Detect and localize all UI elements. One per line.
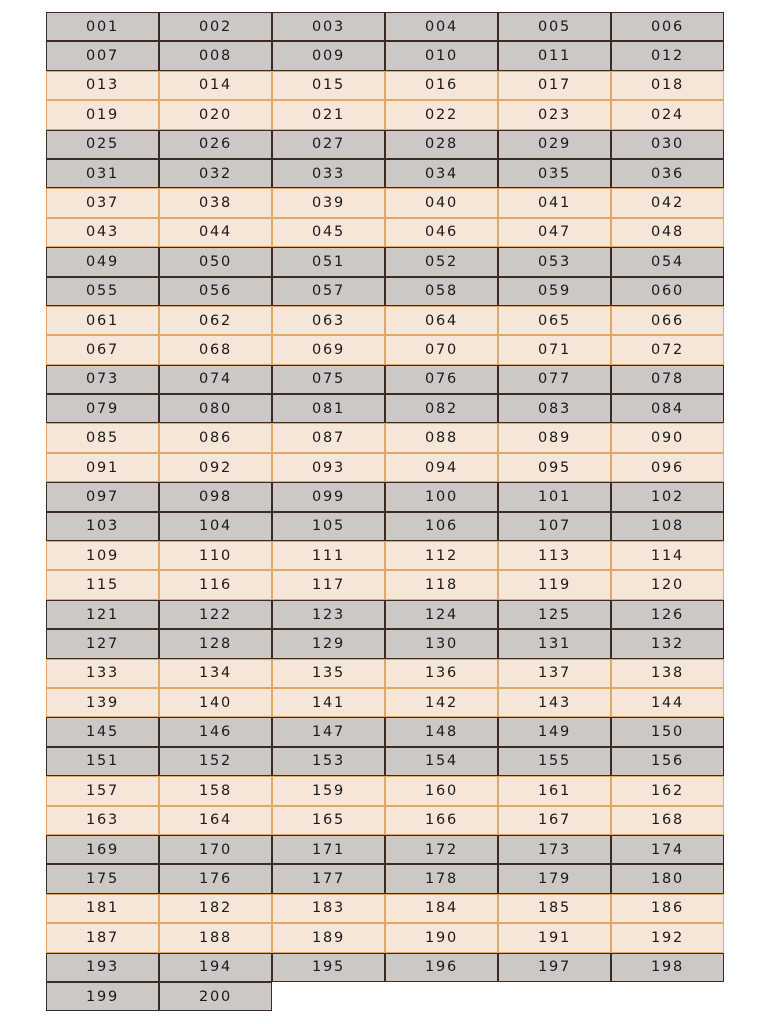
number-cell: 101 bbox=[498, 482, 611, 511]
grid-row bbox=[46, 570, 724, 599]
number-cell: 007 bbox=[46, 41, 159, 70]
grid-row bbox=[46, 953, 724, 982]
number-cell: 082 bbox=[385, 394, 498, 423]
number-cell: 178 bbox=[385, 864, 498, 893]
number-cell: 131 bbox=[498, 629, 611, 658]
number-cell: 045 bbox=[272, 218, 385, 247]
number-cell: 094 bbox=[385, 453, 498, 482]
number-cell: 019 bbox=[46, 100, 159, 129]
number-cell: 191 bbox=[498, 923, 611, 952]
number-cell: 150 bbox=[611, 717, 724, 746]
grid-row bbox=[46, 864, 724, 893]
number-cell: 069 bbox=[272, 335, 385, 364]
number-cell: 189 bbox=[272, 923, 385, 952]
number-cell: 161 bbox=[498, 776, 611, 805]
number-cell: 102 bbox=[611, 482, 724, 511]
grid-row bbox=[46, 982, 724, 1011]
number-cell: 170 bbox=[159, 835, 272, 864]
number-cell: 022 bbox=[385, 100, 498, 129]
number-cell: 185 bbox=[498, 894, 611, 923]
number-cell: 175 bbox=[46, 864, 159, 893]
number-cell: 042 bbox=[611, 188, 724, 217]
number-cell: 052 bbox=[385, 247, 498, 276]
number-cell: 002 bbox=[159, 12, 272, 41]
number-cell: 074 bbox=[159, 365, 272, 394]
grid-row bbox=[46, 365, 724, 394]
number-cell: 136 bbox=[385, 659, 498, 688]
grid-row bbox=[46, 218, 724, 247]
number-cell: 067 bbox=[46, 335, 159, 364]
number-cell: 113 bbox=[498, 541, 611, 570]
grid-row bbox=[46, 159, 724, 188]
number-cell: 138 bbox=[611, 659, 724, 688]
number-cell: 079 bbox=[46, 394, 159, 423]
grid-row bbox=[46, 188, 724, 217]
number-cell: 184 bbox=[385, 894, 498, 923]
number-cell: 053 bbox=[498, 247, 611, 276]
number-cell: 151 bbox=[46, 747, 159, 776]
number-cell: 160 bbox=[385, 776, 498, 805]
grid-row bbox=[46, 894, 724, 923]
number-cell: 140 bbox=[159, 688, 272, 717]
number-cell: 049 bbox=[46, 247, 159, 276]
number-cell: 034 bbox=[385, 159, 498, 188]
number-cell: 100 bbox=[385, 482, 498, 511]
number-cell: 164 bbox=[159, 806, 272, 835]
number-cell: 068 bbox=[159, 335, 272, 364]
number-cell: 183 bbox=[272, 894, 385, 923]
grid-row bbox=[46, 423, 724, 452]
number-cell: 018 bbox=[611, 71, 724, 100]
number-cell: 047 bbox=[498, 218, 611, 247]
number-cell: 110 bbox=[159, 541, 272, 570]
number-cell: 142 bbox=[385, 688, 498, 717]
number-cell: 080 bbox=[159, 394, 272, 423]
grid-row bbox=[46, 453, 724, 482]
number-cell: 187 bbox=[46, 923, 159, 952]
number-cell: 098 bbox=[159, 482, 272, 511]
number-cell: 124 bbox=[385, 600, 498, 629]
number-cell: 199 bbox=[46, 982, 159, 1011]
number-cell: 016 bbox=[385, 71, 498, 100]
grid-row bbox=[46, 629, 724, 658]
number-cell: 146 bbox=[159, 717, 272, 746]
number-cell: 064 bbox=[385, 306, 498, 335]
number-cell: 121 bbox=[46, 600, 159, 629]
number-cell: 056 bbox=[159, 277, 272, 306]
number-cell: 103 bbox=[46, 512, 159, 541]
number-cell: 062 bbox=[159, 306, 272, 335]
number-cell: 010 bbox=[385, 41, 498, 70]
grid-row bbox=[46, 277, 724, 306]
number-cell: 088 bbox=[385, 423, 498, 452]
number-cell: 020 bbox=[159, 100, 272, 129]
number-cell: 073 bbox=[46, 365, 159, 394]
number-cell: 021 bbox=[272, 100, 385, 129]
number-cell: 192 bbox=[611, 923, 724, 952]
number-cell: 144 bbox=[611, 688, 724, 717]
number-cell: 075 bbox=[272, 365, 385, 394]
number-cell: 001 bbox=[46, 12, 159, 41]
number-cell: 041 bbox=[498, 188, 611, 217]
number-cell: 070 bbox=[385, 335, 498, 364]
number-cell: 028 bbox=[385, 130, 498, 159]
number-cell: 111 bbox=[272, 541, 385, 570]
number-cell: 071 bbox=[498, 335, 611, 364]
number-cell: 157 bbox=[46, 776, 159, 805]
number-cell: 197 bbox=[498, 953, 611, 982]
number-cell: 005 bbox=[498, 12, 611, 41]
number-cell: 186 bbox=[611, 894, 724, 923]
number-cell: 104 bbox=[159, 512, 272, 541]
number-cell: 014 bbox=[159, 71, 272, 100]
number-cell: 050 bbox=[159, 247, 272, 276]
number-cell: 108 bbox=[611, 512, 724, 541]
number-cell: 181 bbox=[46, 894, 159, 923]
grid-row bbox=[46, 541, 724, 570]
number-cell: 004 bbox=[385, 12, 498, 41]
number-cell: 117 bbox=[272, 570, 385, 599]
number-cell: 040 bbox=[385, 188, 498, 217]
number-cell: 196 bbox=[385, 953, 498, 982]
grid-row bbox=[46, 923, 724, 952]
number-cell: 171 bbox=[272, 835, 385, 864]
number-cell: 137 bbox=[498, 659, 611, 688]
number-grid bbox=[46, 12, 724, 1011]
number-cell: 120 bbox=[611, 570, 724, 599]
number-cell: 026 bbox=[159, 130, 272, 159]
number-cell: 032 bbox=[159, 159, 272, 188]
number-cell: 123 bbox=[272, 600, 385, 629]
number-cell: 200 bbox=[159, 982, 272, 1011]
number-cell: 163 bbox=[46, 806, 159, 835]
number-cell: 024 bbox=[611, 100, 724, 129]
number-cell: 046 bbox=[385, 218, 498, 247]
number-cell: 158 bbox=[159, 776, 272, 805]
number-cell: 153 bbox=[272, 747, 385, 776]
number-cell: 059 bbox=[498, 277, 611, 306]
number-cell: 114 bbox=[611, 541, 724, 570]
number-cell: 193 bbox=[46, 953, 159, 982]
number-cell: 090 bbox=[611, 423, 724, 452]
number-cell: 190 bbox=[385, 923, 498, 952]
grid-row bbox=[46, 688, 724, 717]
number-cell: 118 bbox=[385, 570, 498, 599]
number-cell: 006 bbox=[611, 12, 724, 41]
number-cell: 013 bbox=[46, 71, 159, 100]
number-cell: 099 bbox=[272, 482, 385, 511]
number-cell: 169 bbox=[46, 835, 159, 864]
number-cell: 109 bbox=[46, 541, 159, 570]
number-cell: 058 bbox=[385, 277, 498, 306]
number-cell: 126 bbox=[611, 600, 724, 629]
grid-row bbox=[46, 600, 724, 629]
grid-row bbox=[46, 747, 724, 776]
number-cell: 092 bbox=[159, 453, 272, 482]
number-cell: 087 bbox=[272, 423, 385, 452]
grid-row bbox=[46, 659, 724, 688]
number-cell: 048 bbox=[611, 218, 724, 247]
number-cell: 173 bbox=[498, 835, 611, 864]
number-cell: 084 bbox=[611, 394, 724, 423]
number-cell: 015 bbox=[272, 71, 385, 100]
number-cell: 127 bbox=[46, 629, 159, 658]
number-cell: 043 bbox=[46, 218, 159, 247]
number-cell: 154 bbox=[385, 747, 498, 776]
number-cell: 125 bbox=[498, 600, 611, 629]
number-cell: 168 bbox=[611, 806, 724, 835]
number-cell: 156 bbox=[611, 747, 724, 776]
number-cell: 147 bbox=[272, 717, 385, 746]
number-cell: 083 bbox=[498, 394, 611, 423]
number-cell: 134 bbox=[159, 659, 272, 688]
number-cell: 035 bbox=[498, 159, 611, 188]
number-cell: 194 bbox=[159, 953, 272, 982]
number-cell: 116 bbox=[159, 570, 272, 599]
number-cell: 055 bbox=[46, 277, 159, 306]
number-cell: 011 bbox=[498, 41, 611, 70]
number-cell: 145 bbox=[46, 717, 159, 746]
number-cell: 078 bbox=[611, 365, 724, 394]
number-cell: 130 bbox=[385, 629, 498, 658]
grid-row bbox=[46, 41, 724, 70]
number-cell: 148 bbox=[385, 717, 498, 746]
number-cell: 139 bbox=[46, 688, 159, 717]
number-cell: 176 bbox=[159, 864, 272, 893]
grid-row bbox=[46, 394, 724, 423]
number-cell: 081 bbox=[272, 394, 385, 423]
number-cell: 129 bbox=[272, 629, 385, 658]
number-cell: 112 bbox=[385, 541, 498, 570]
number-cell: 085 bbox=[46, 423, 159, 452]
number-cell: 030 bbox=[611, 130, 724, 159]
number-cell: 089 bbox=[498, 423, 611, 452]
number-cell: 141 bbox=[272, 688, 385, 717]
grid-row bbox=[46, 100, 724, 129]
grid-row bbox=[46, 482, 724, 511]
number-cell: 115 bbox=[46, 570, 159, 599]
number-cell: 128 bbox=[159, 629, 272, 658]
number-cell: 063 bbox=[272, 306, 385, 335]
number-cell: 061 bbox=[46, 306, 159, 335]
number-cell: 159 bbox=[272, 776, 385, 805]
number-cell: 072 bbox=[611, 335, 724, 364]
number-cell: 167 bbox=[498, 806, 611, 835]
number-cell: 188 bbox=[159, 923, 272, 952]
number-cell: 095 bbox=[498, 453, 611, 482]
number-cell: 107 bbox=[498, 512, 611, 541]
number-cell: 106 bbox=[385, 512, 498, 541]
number-cell: 177 bbox=[272, 864, 385, 893]
number-cell: 017 bbox=[498, 71, 611, 100]
number-cell: 065 bbox=[498, 306, 611, 335]
number-cell: 122 bbox=[159, 600, 272, 629]
number-cell: 066 bbox=[611, 306, 724, 335]
number-cell: 012 bbox=[611, 41, 724, 70]
number-cell: 135 bbox=[272, 659, 385, 688]
number-cell: 149 bbox=[498, 717, 611, 746]
number-cell: 165 bbox=[272, 806, 385, 835]
number-cell: 133 bbox=[46, 659, 159, 688]
number-cell: 152 bbox=[159, 747, 272, 776]
number-cell: 008 bbox=[159, 41, 272, 70]
number-cell: 044 bbox=[159, 218, 272, 247]
number-cell: 009 bbox=[272, 41, 385, 70]
number-cell: 003 bbox=[272, 12, 385, 41]
grid-row bbox=[46, 776, 724, 805]
number-cell: 039 bbox=[272, 188, 385, 217]
number-cell: 162 bbox=[611, 776, 724, 805]
number-cell: 198 bbox=[611, 953, 724, 982]
grid-row bbox=[46, 247, 724, 276]
number-cell: 105 bbox=[272, 512, 385, 541]
number-cell: 057 bbox=[272, 277, 385, 306]
number-cell: 093 bbox=[272, 453, 385, 482]
grid-row bbox=[46, 806, 724, 835]
number-cell: 077 bbox=[498, 365, 611, 394]
number-cell: 097 bbox=[46, 482, 159, 511]
number-cell: 172 bbox=[385, 835, 498, 864]
number-cell: 166 bbox=[385, 806, 498, 835]
grid-row bbox=[46, 717, 724, 746]
number-cell: 037 bbox=[46, 188, 159, 217]
number-cell: 036 bbox=[611, 159, 724, 188]
number-cell: 038 bbox=[159, 188, 272, 217]
number-cell: 023 bbox=[498, 100, 611, 129]
number-cell: 195 bbox=[272, 953, 385, 982]
grid-row bbox=[46, 12, 724, 41]
number-cell: 132 bbox=[611, 629, 724, 658]
number-cell: 174 bbox=[611, 835, 724, 864]
number-cell: 029 bbox=[498, 130, 611, 159]
number-cell: 025 bbox=[46, 130, 159, 159]
number-cell: 060 bbox=[611, 277, 724, 306]
number-cell: 179 bbox=[498, 864, 611, 893]
number-cell: 119 bbox=[498, 570, 611, 599]
grid-row bbox=[46, 130, 724, 159]
number-cell: 051 bbox=[272, 247, 385, 276]
number-cell: 031 bbox=[46, 159, 159, 188]
grid-row bbox=[46, 512, 724, 541]
grid-row bbox=[46, 306, 724, 335]
number-cell: 096 bbox=[611, 453, 724, 482]
number-cell: 155 bbox=[498, 747, 611, 776]
number-cell: 033 bbox=[272, 159, 385, 188]
grid-row bbox=[46, 71, 724, 100]
number-cell: 091 bbox=[46, 453, 159, 482]
number-cell: 180 bbox=[611, 864, 724, 893]
number-cell: 182 bbox=[159, 894, 272, 923]
number-cell: 076 bbox=[385, 365, 498, 394]
number-cell: 143 bbox=[498, 688, 611, 717]
number-cell: 054 bbox=[611, 247, 724, 276]
grid-row bbox=[46, 335, 724, 364]
number-cell: 086 bbox=[159, 423, 272, 452]
grid-row bbox=[46, 835, 724, 864]
number-cell: 027 bbox=[272, 130, 385, 159]
